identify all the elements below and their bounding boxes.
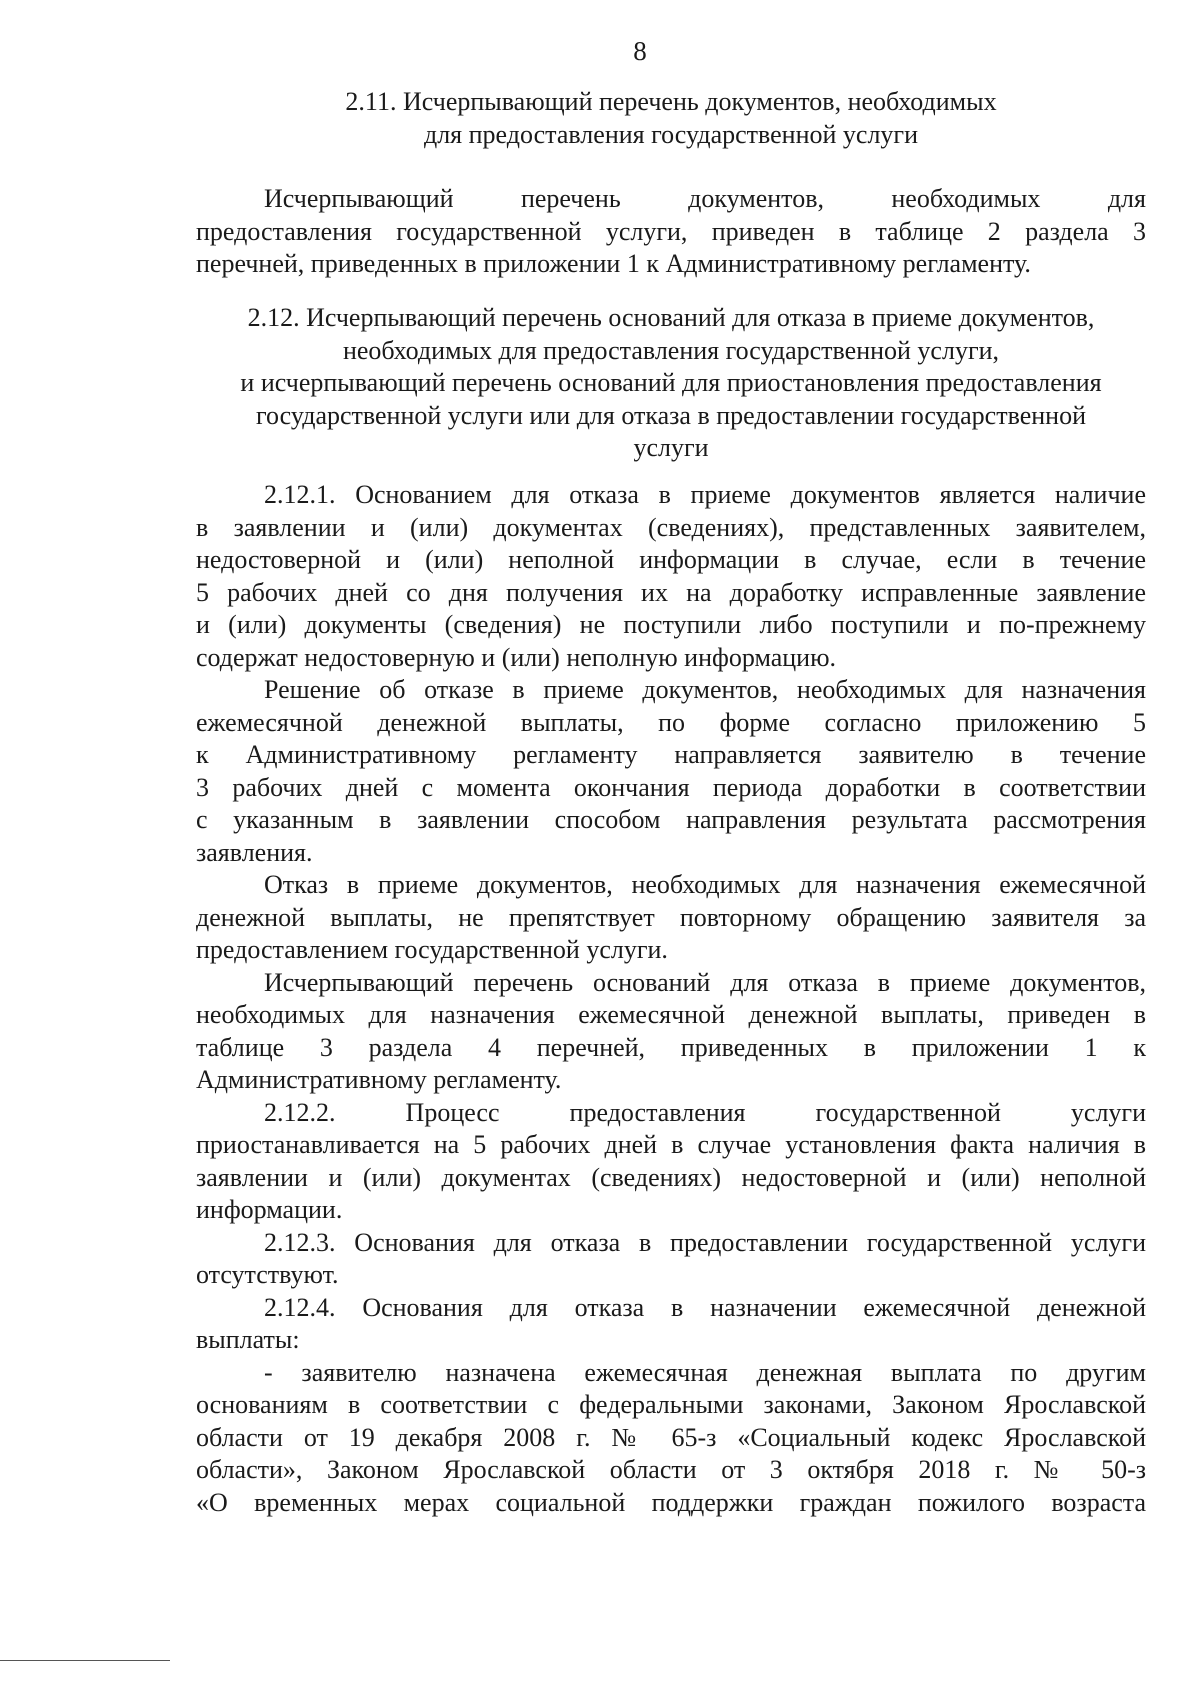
heading-line: услуги <box>633 433 709 462</box>
text-line: 2.12.3. Основания для отказа в предоставлении государственной услуги <box>264 1227 1146 1257</box>
text-line: области от 19 декабря 2008 г. № 65-з «Социальный кодекс Ярославской <box>196 1422 1146 1452</box>
text-line: необходимых для назначения ежемесячной денежной выплаты, приведен в <box>196 1000 1146 1029</box>
footer-divider <box>0 1660 170 1661</box>
text-line: 5 рабочих дней со дня получения их на доработку исправленные заявление <box>196 577 1146 607</box>
text-line: основаниям в соответствии с федеральными законами, Законом Ярославской <box>196 1390 1146 1419</box>
text-line: приостанавливается на 5 рабочих дней в случае установления факта наличия в <box>196 1130 1146 1159</box>
text-line: заявления. <box>196 837 313 867</box>
text-line: ежемесячной денежной выплаты, по форме согласно приложению 5 <box>196 707 1146 737</box>
text-line: недостоверной и (или) неполной информации в случае, если в течение <box>196 545 1146 574</box>
page-number: 8 <box>633 36 647 66</box>
text-line: выплаты: <box>196 1325 300 1354</box>
text-line: предоставления государственной услуги, приведен в таблице 2 раздела 3 <box>196 216 1146 246</box>
section-2-12-body <box>196 479 1146 1519</box>
text-line: 2.12.4. Основания для отказа в назначении ежемесячной денежной <box>264 1292 1146 1322</box>
text-line: перечней, приведенных в приложении 1 к Административному регламенту. <box>196 249 1031 278</box>
text-line: 2.12.1. Основанием для отказа в приеме документов является наличие <box>264 480 1146 509</box>
text-line: Административному регламенту. <box>196 1065 562 1094</box>
text-line: заявлении и (или) документах (сведениях) недостоверной и (или) неполной <box>196 1162 1146 1192</box>
heading-line: необходимых для предоставления государственной услуги, <box>342 335 1000 365</box>
heading-line: для предоставления государственной услуги <box>423 119 919 149</box>
text-line: в заявлении и (или) документах (сведениях), представленных заявителем, <box>196 512 1146 542</box>
text-line: Отказ в приеме документов, необходимых для назначения ежемесячной <box>264 870 1146 899</box>
section-heading-2-12 <box>196 302 1146 465</box>
text-line: денежной выплаты, не препятствует повторному обращению заявителя за <box>196 902 1146 932</box>
text-line: отсутствуют. <box>196 1260 339 1289</box>
text-line: и (или) документы (сведения) не поступили либо поступили и по-прежнему <box>196 610 1146 639</box>
heading-line: 2.11. Исчерпывающий перечень документов, необходимых <box>345 87 997 116</box>
text-line: Решение об отказе в приеме документов, необходимых для назначения <box>264 675 1146 704</box>
section-heading-2-11 <box>196 86 1146 151</box>
text-line: информации. <box>196 1195 343 1224</box>
text-line: - заявителю назначена ежемесячная денежная выплата по другим <box>264 1357 1146 1387</box>
text-line: «О временных мерах социальной поддержки граждан пожилого возраста <box>196 1487 1146 1517</box>
text-line: к Административному регламенту направляется заявителю в течение <box>196 740 1146 769</box>
text-line: 3 рабочих дней с момента окончания периода доработки в соответствии <box>196 772 1146 802</box>
text-line: содержат недостоверную и (или) неполную информацию. <box>196 642 837 672</box>
text-line: Исчерпывающий перечень оснований для отказа в приеме документов, <box>264 967 1146 997</box>
heading-line: и исчерпывающий перечень оснований для приостановления предоставления <box>240 368 1102 397</box>
text-line: Исчерпывающий перечень документов, необходимых для <box>264 184 1146 213</box>
text-line: с указанным в заявлении способом направления результата рассмотрения <box>196 805 1146 834</box>
text-line: предоставлением государственной услуги. <box>196 935 668 964</box>
text-line: области», Законом Ярославской области от 3 октября 2018 г. № 50-з <box>196 1455 1146 1484</box>
text-line: 2.12.2. Процесс предоставления государственной услуги <box>264 1097 1146 1127</box>
heading-line: государственной услуги или для отказа в предоставлении государственной <box>256 400 1086 430</box>
paragraph-2-11 <box>196 183 1146 281</box>
heading-line: 2.12. Исчерпывающий перечень оснований для отказа в приеме документов, <box>247 303 1095 332</box>
text-line: таблице 3 раздела 4 перечней, приведенных в приложении 1 к <box>196 1032 1146 1062</box>
